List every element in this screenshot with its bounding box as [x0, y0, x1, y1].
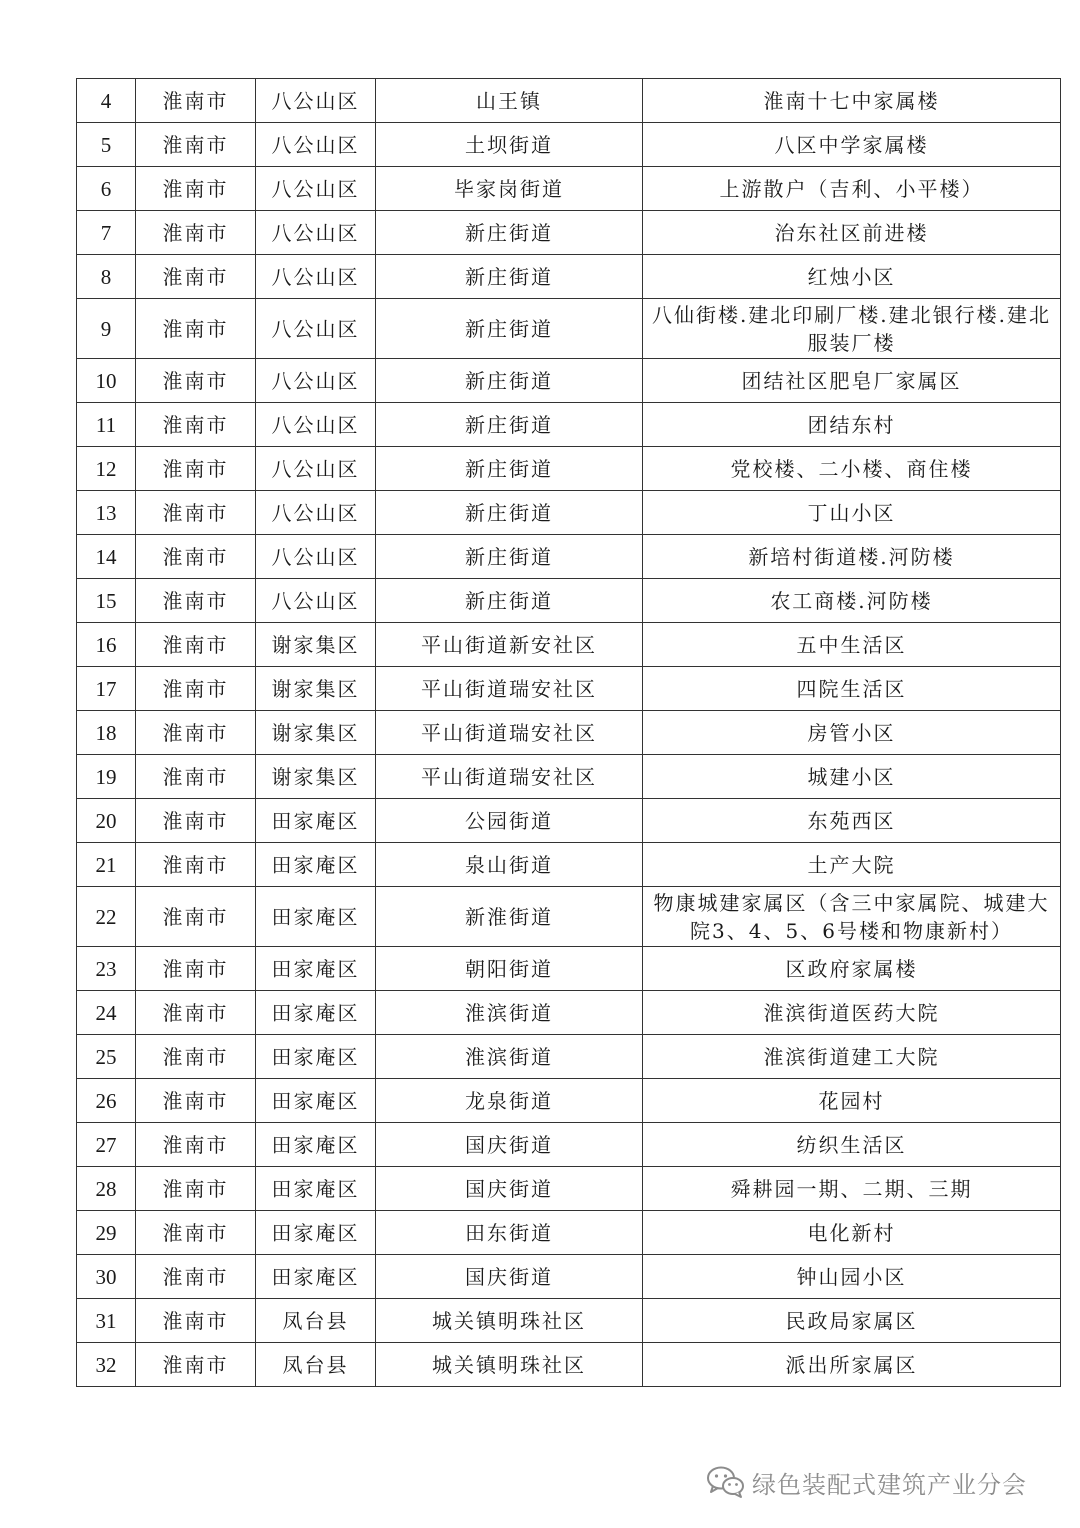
cell-district: 八公山区: [256, 579, 376, 623]
cell-community: 党校楼、二小楼、商住楼: [643, 447, 1061, 491]
cell-community: 东苑西区: [643, 799, 1061, 843]
wechat-icon: [706, 1465, 746, 1499]
cell-community: 纺织生活区: [643, 1123, 1061, 1167]
cell-city: 淮南市: [136, 1167, 256, 1211]
table-row: [77, 755, 1061, 799]
cell-city: 淮南市: [136, 623, 256, 667]
cell-street: 新淮街道: [376, 887, 643, 947]
cell-street: 城关镇明珠社区: [376, 1299, 643, 1343]
cell-number: 11: [77, 403, 136, 447]
cell-city: 淮南市: [136, 403, 256, 447]
cell-city: 淮南市: [136, 667, 256, 711]
table-row: [77, 799, 1061, 843]
cell-number: 27: [77, 1123, 136, 1167]
cell-district: 谢家集区: [256, 623, 376, 667]
cell-number: 15: [77, 579, 136, 623]
cell-city: 淮南市: [136, 843, 256, 887]
table-row: [77, 403, 1061, 447]
cell-street: 国庆街道: [376, 1255, 643, 1299]
table-row: [77, 887, 1061, 947]
cell-district: 凤台县: [256, 1343, 376, 1387]
cell-district: 田家庵区: [256, 947, 376, 991]
cell-community: 土产大院: [643, 843, 1061, 887]
cell-city: 淮南市: [136, 211, 256, 255]
cell-district: 八公山区: [256, 447, 376, 491]
cell-street: 新庄街道: [376, 359, 643, 403]
cell-street: 国庆街道: [376, 1123, 643, 1167]
cell-community: 城建小区: [643, 755, 1061, 799]
cell-community: 红烛小区: [643, 255, 1061, 299]
cell-number: 23: [77, 947, 136, 991]
cell-district: 田家庵区: [256, 1167, 376, 1211]
cell-street: 毕家岗街道: [376, 167, 643, 211]
table-row: [77, 359, 1061, 403]
cell-street: 城关镇明珠社区: [376, 1343, 643, 1387]
cell-street: 淮滨街道: [376, 991, 643, 1035]
table-row: [77, 623, 1061, 667]
cell-street: 新庄街道: [376, 535, 643, 579]
table-row: [77, 579, 1061, 623]
cell-number: 26: [77, 1079, 136, 1123]
cell-community: 农工商楼.河防楼: [643, 579, 1061, 623]
table-body: [77, 79, 1061, 1387]
table-row: [77, 299, 1061, 359]
table-row: [77, 167, 1061, 211]
cell-city: 淮南市: [136, 711, 256, 755]
cell-community: 丁山小区: [643, 491, 1061, 535]
cell-city: 淮南市: [136, 447, 256, 491]
cell-number: 28: [77, 1167, 136, 1211]
cell-number: 18: [77, 711, 136, 755]
cell-number: 17: [77, 667, 136, 711]
table-row: [77, 447, 1061, 491]
cell-community: 治东社区前进楼: [643, 211, 1061, 255]
cell-number: 32: [77, 1343, 136, 1387]
cell-district: 田家庵区: [256, 1255, 376, 1299]
cell-street: 新庄街道: [376, 299, 643, 359]
community-list-table: [76, 78, 1061, 1387]
cell-number: 22: [77, 887, 136, 947]
cell-community: 四院生活区: [643, 667, 1061, 711]
cell-city: 淮南市: [136, 799, 256, 843]
cell-district: 八公山区: [256, 491, 376, 535]
table-row: [77, 1343, 1061, 1387]
cell-community: 舜耕园一期、二期、三期: [643, 1167, 1061, 1211]
cell-community: 民政局家属区: [643, 1299, 1061, 1343]
cell-street: 淮滨街道: [376, 1035, 643, 1079]
cell-city: 淮南市: [136, 1123, 256, 1167]
cell-city: 淮南市: [136, 167, 256, 211]
cell-number: 5: [77, 123, 136, 167]
cell-community: 八仙街楼.建北印刷厂楼.建北银行楼.建北服装厂楼: [643, 299, 1061, 359]
cell-district: 田家庵区: [256, 843, 376, 887]
cell-street: 新庄街道: [376, 491, 643, 535]
cell-city: 淮南市: [136, 123, 256, 167]
cell-district: 田家庵区: [256, 1123, 376, 1167]
cell-street: 平山街道新安社区: [376, 623, 643, 667]
cell-district: 田家庵区: [256, 1211, 376, 1255]
watermark-text: 绿色装配式建筑产业分会: [752, 1470, 1027, 1499]
cell-city: 淮南市: [136, 579, 256, 623]
cell-district: 田家庵区: [256, 1035, 376, 1079]
cell-city: 淮南市: [136, 255, 256, 299]
cell-district: 八公山区: [256, 535, 376, 579]
cell-street: 公园街道: [376, 799, 643, 843]
cell-number: 6: [77, 167, 136, 211]
cell-district: 凤台县: [256, 1299, 376, 1343]
cell-district: 谢家集区: [256, 755, 376, 799]
cell-community: 淮滨街道医药大院: [643, 991, 1061, 1035]
cell-number: 13: [77, 491, 136, 535]
cell-city: 淮南市: [136, 755, 256, 799]
table-row: [77, 1299, 1061, 1343]
cell-district: 八公山区: [256, 123, 376, 167]
cell-community: 派出所家属区: [643, 1343, 1061, 1387]
cell-city: 淮南市: [136, 79, 256, 123]
cell-community: 区政府家属楼: [643, 947, 1061, 991]
cell-district: 八公山区: [256, 299, 376, 359]
cell-number: 30: [77, 1255, 136, 1299]
cell-district: 田家庵区: [256, 887, 376, 947]
cell-street: 土坝街道: [376, 123, 643, 167]
table-row: [77, 1079, 1061, 1123]
table-row: [77, 1035, 1061, 1079]
cell-street: 龙泉街道: [376, 1079, 643, 1123]
cell-city: 淮南市: [136, 1035, 256, 1079]
cell-street: 新庄街道: [376, 211, 643, 255]
cell-district: 八公山区: [256, 167, 376, 211]
cell-street: 山王镇: [376, 79, 643, 123]
cell-city: 淮南市: [136, 1211, 256, 1255]
wechat-watermark: [706, 1462, 1027, 1502]
table-row: [77, 947, 1061, 991]
cell-district: 田家庵区: [256, 991, 376, 1035]
table-row: [77, 991, 1061, 1035]
table-row: [77, 711, 1061, 755]
cell-district: 八公山区: [256, 79, 376, 123]
cell-district: 八公山区: [256, 359, 376, 403]
cell-street: 新庄街道: [376, 447, 643, 491]
cell-number: 4: [77, 79, 136, 123]
cell-district: 田家庵区: [256, 799, 376, 843]
cell-city: 淮南市: [136, 887, 256, 947]
cell-district: 八公山区: [256, 403, 376, 447]
cell-community: 团结东村: [643, 403, 1061, 447]
cell-community: 花园村: [643, 1079, 1061, 1123]
cell-number: 14: [77, 535, 136, 579]
cell-city: 淮南市: [136, 947, 256, 991]
cell-street: 朝阳街道: [376, 947, 643, 991]
table-row: [77, 535, 1061, 579]
table-row: [77, 1123, 1061, 1167]
table-row: [77, 1211, 1061, 1255]
cell-district: 谢家集区: [256, 667, 376, 711]
cell-city: 淮南市: [136, 1079, 256, 1123]
cell-community: 上游散户（吉利、小平楼）: [643, 167, 1061, 211]
table-row: [77, 123, 1061, 167]
cell-street: 新庄街道: [376, 403, 643, 447]
cell-city: 淮南市: [136, 299, 256, 359]
cell-number: 24: [77, 991, 136, 1035]
cell-city: 淮南市: [136, 1343, 256, 1387]
cell-city: 淮南市: [136, 535, 256, 579]
cell-number: 31: [77, 1299, 136, 1343]
cell-street: 国庆街道: [376, 1167, 643, 1211]
cell-community: 团结社区肥皂厂家属区: [643, 359, 1061, 403]
cell-street: 平山街道瑞安社区: [376, 711, 643, 755]
cell-city: 淮南市: [136, 991, 256, 1035]
cell-district: 田家庵区: [256, 1079, 376, 1123]
cell-community: 淮滨街道建工大院: [643, 1035, 1061, 1079]
table-row: [77, 667, 1061, 711]
cell-community: 八区中学家属楼: [643, 123, 1061, 167]
cell-city: 淮南市: [136, 359, 256, 403]
cell-street: 泉山街道: [376, 843, 643, 887]
cell-community: 电化新村: [643, 1211, 1061, 1255]
table-row: [77, 1255, 1061, 1299]
table-row: [77, 79, 1061, 123]
cell-number: 8: [77, 255, 136, 299]
cell-district: 八公山区: [256, 211, 376, 255]
table-row: [77, 255, 1061, 299]
cell-number: 9: [77, 299, 136, 359]
cell-number: 7: [77, 211, 136, 255]
cell-district: 八公山区: [256, 255, 376, 299]
table-row: [77, 491, 1061, 535]
cell-street: 新庄街道: [376, 255, 643, 299]
cell-city: 淮南市: [136, 1299, 256, 1343]
cell-community: 物康城建家属区（含三中家属院、城建大院3、4、5、6号楼和物康新村）: [643, 887, 1061, 947]
cell-city: 淮南市: [136, 491, 256, 535]
table-row: [77, 1167, 1061, 1211]
cell-number: 12: [77, 447, 136, 491]
cell-number: 10: [77, 359, 136, 403]
cell-district: 谢家集区: [256, 711, 376, 755]
cell-number: 29: [77, 1211, 136, 1255]
cell-street: 平山街道瑞安社区: [376, 755, 643, 799]
cell-community: 五中生活区: [643, 623, 1061, 667]
cell-city: 淮南市: [136, 1255, 256, 1299]
cell-number: 20: [77, 799, 136, 843]
table-row: [77, 211, 1061, 255]
cell-number: 21: [77, 843, 136, 887]
cell-community: 房管小区: [643, 711, 1061, 755]
cell-community: 钟山园小区: [643, 1255, 1061, 1299]
cell-community: 淮南十七中家属楼: [643, 79, 1061, 123]
cell-street: 田东街道: [376, 1211, 643, 1255]
table-row: [77, 843, 1061, 887]
cell-community: 新培村街道楼.河防楼: [643, 535, 1061, 579]
cell-number: 19: [77, 755, 136, 799]
cell-number: 16: [77, 623, 136, 667]
cell-street: 新庄街道: [376, 579, 643, 623]
cell-number: 25: [77, 1035, 136, 1079]
cell-street: 平山街道瑞安社区: [376, 667, 643, 711]
